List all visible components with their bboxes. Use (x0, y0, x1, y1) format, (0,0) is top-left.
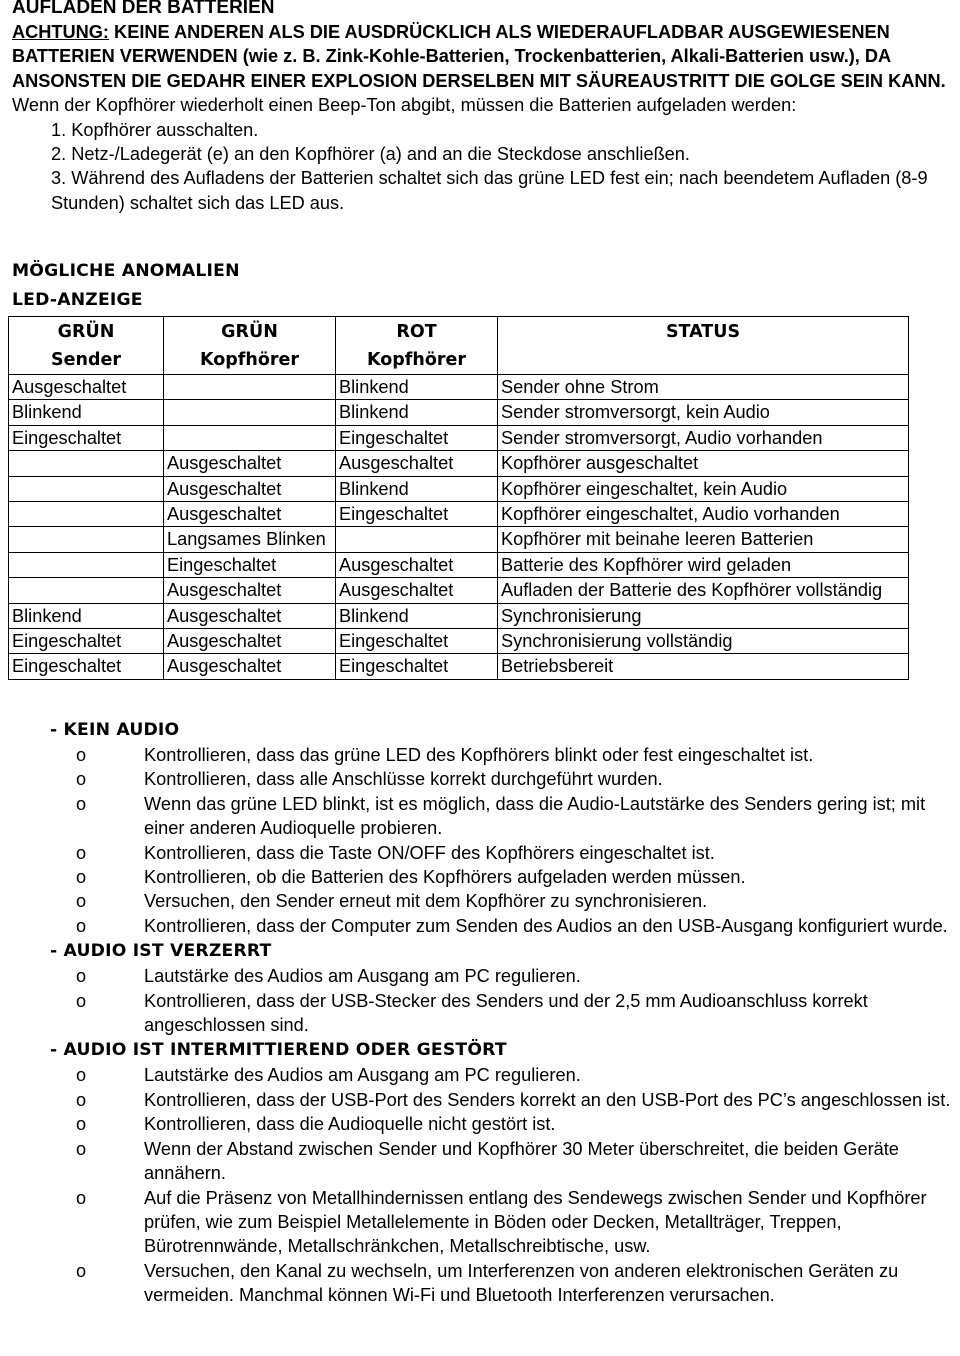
list-item (50, 1112, 956, 1136)
table-cell: Ausgeschaltet (164, 451, 336, 476)
table-cell: Eingeschaltet (164, 552, 336, 577)
list-item (50, 889, 956, 913)
troubleshooting-heading: - AUDIO IST VERZERRT (50, 941, 272, 962)
table-cell: Synchronisierung (498, 603, 909, 628)
table-cell: Blinkend (336, 400, 498, 425)
led-display-heading: LED-ANZEIGE (12, 290, 143, 310)
charging-step-2: 2. Netz-/Ladegerät (e) an den Kopfhörer (a) and an die Steckdose anschließen. (51, 144, 690, 165)
table-cell: Eingeschaltet (9, 425, 164, 450)
table-cell: Ausgeschaltet (336, 451, 498, 476)
charging-section (12, 0, 952, 215)
list-item (50, 1186, 956, 1259)
table-cell: Eingeschaltet (336, 502, 498, 527)
list-item-text: Versuchen, den Kanal zu wechseln, um Interferenzen von anderen elektronischen Geräten zu vermeiden. Manchmal können Wi-Fi und Bluetooth Interferenzen verursachen. (144, 1260, 899, 1306)
table-cell: Eingeschaltet (336, 425, 498, 450)
table-row (9, 502, 909, 527)
bullet-icon: o (76, 769, 87, 790)
table-cell (164, 400, 336, 425)
list-item (50, 914, 956, 938)
bullet-icon: o (76, 915, 87, 936)
bullet-icon: o (76, 1114, 87, 1135)
table-cell: Blinkend (9, 400, 164, 425)
list-item (50, 792, 956, 841)
warning-text: KEINE ANDEREN ALS DIE AUSDRÜCKLICH ALS WIEDERAUFLADBAR AUSGEWIESENEN BATTERIEN VERWENDEN (wie z. B. Zink-Kohle-Batterien, Trockenbatterien, Alkali-Batterien usw.), DA ANSONSTEN DIE GEDAHR EINER EXPLOSION DERSELBEN MIT SÄUREAUSTRITT DIE GOLGE SEIN KANN. (12, 22, 946, 91)
list-item-text: Kontrollieren, dass alle Anschlüsse korrekt durchgeführt wurden. (144, 769, 663, 790)
charging-title: AUFLADEN DER BATTERIEN (12, 0, 275, 18)
header-green-headset: GRÜN Kopfhörer (164, 317, 336, 375)
list-item-text: Kontrollieren, dass die Audioquelle nicht gestört ist. (144, 1114, 556, 1135)
list-item-text: Kontrollieren, ob die Batterien des Kopfhörers aufgeladen werden müssen. (144, 867, 746, 888)
table-cell: Batterie des Kopfhörer wird geladen (498, 552, 909, 577)
list-item (50, 1259, 956, 1308)
table-row (9, 476, 909, 501)
table-header-row (9, 317, 909, 375)
charging-intro: Wenn der Kopfhörer wiederholt einen Beep-Ton abgibt, müssen die Batterien aufgeladen werden: (12, 95, 797, 116)
table-cell: Ausgeschaltet (164, 476, 336, 501)
table-cell (164, 375, 336, 400)
table-cell: Eingeschaltet (336, 654, 498, 679)
table-cell: Blinkend (336, 603, 498, 628)
bullet-icon: o (76, 1138, 87, 1159)
table-row (9, 451, 909, 476)
header-status: STATUS (498, 317, 909, 375)
table-cell: Ausgeschaltet (9, 375, 164, 400)
table-cell: Ausgeschaltet (164, 502, 336, 527)
table-cell: Betriebsbereit (498, 654, 909, 679)
table-cell (9, 552, 164, 577)
table-cell: Sender ohne Strom (498, 375, 909, 400)
table-cell: Eingeschaltet (9, 654, 164, 679)
bullet-icon: o (76, 966, 87, 987)
table-row (9, 603, 909, 628)
table-cell: Ausgeschaltet (164, 603, 336, 628)
list-item (50, 1088, 956, 1112)
list-item (50, 1063, 956, 1087)
list-item-text: Versuchen, den Sender erneut mit dem Kopfhörer zu synchronisieren. (144, 891, 708, 912)
bullet-icon: o (76, 1187, 87, 1208)
bullet-icon: o (76, 842, 87, 863)
header-red-headset: ROT Kopfhörer (336, 317, 498, 375)
table-row (9, 578, 909, 603)
list-item-text: Kontrollieren, dass die Taste ON/OFF des Kopfhörers eingeschaltet ist. (144, 842, 715, 863)
troubleshooting-section (50, 938, 956, 1037)
list-item-text: Wenn der Abstand zwischen Sender und Kopfhörer 30 Meter überschreitet, die beiden Geräte annähern. (144, 1138, 899, 1184)
table-cell (9, 451, 164, 476)
charging-warning (12, 20, 952, 93)
list-item-text: Kontrollieren, dass der USB-Port des Senders korrekt an den USB-Port des PC’s angeschlossen ist. (144, 1089, 951, 1110)
bullet-icon: o (76, 867, 87, 888)
table-row (9, 400, 909, 425)
troubleshooting-heading: - AUDIO IST INTERMITTIEREND ODER GESTÖRT (50, 1040, 507, 1061)
list-item (50, 964, 956, 988)
list-item-text: Kontrollieren, dass das grüne LED des Kopfhörers blinkt oder fest eingeschaltet ist. (144, 745, 814, 765)
bullet-icon: o (76, 745, 87, 765)
troubleshooting-sections (50, 717, 956, 1308)
table-cell: Eingeschaltet (336, 629, 498, 654)
bullet-icon: o (76, 1089, 87, 1110)
table-cell (9, 527, 164, 552)
table-cell: Sender stromversorgt, kein Audio (498, 400, 909, 425)
table-row (9, 527, 909, 552)
led-status-table (8, 316, 909, 680)
table-cell (336, 527, 498, 552)
table-cell: Ausgeschaltet (336, 552, 498, 577)
table-cell (164, 425, 336, 450)
table-cell: Synchronisierung vollständig (498, 629, 909, 654)
table-cell: Sender stromversorgt, Audio vorhanden (498, 425, 909, 450)
list-item (50, 743, 956, 767)
table-row (9, 425, 909, 450)
bullet-icon: o (76, 1260, 87, 1281)
table-row (9, 654, 909, 679)
table-cell (9, 578, 164, 603)
table-cell: Ausgeschaltet (164, 578, 336, 603)
table-cell: Ausgeschaltet (164, 629, 336, 654)
list-item-text: Auf die Präsenz von Metallhindernissen entlang des Sendewegs zwischen Sender und Kopfhörer prüfen, wie zum Beispiel Metallelemente in Böden oder Decken, Metallträger, Treppen, Bürotrennwände, Metallschränkchen, Metallschreibtische, usw. (144, 1187, 927, 1257)
table-cell: Kopfhörer mit beinahe leeren Batterien (498, 527, 909, 552)
troubleshooting-heading: - KEIN AUDIO (50, 720, 180, 740)
warning-label: ACHTUNG: (12, 22, 109, 42)
table-row (9, 375, 909, 400)
list-item-text: Kontrollieren, dass der Computer zum Senden des Audios an den USB-Ausgang konfiguriert wurde. (144, 915, 948, 936)
table-cell: Blinkend (9, 603, 164, 628)
list-item (50, 865, 956, 889)
table-cell: Ausgeschaltet (336, 578, 498, 603)
table-cell (9, 476, 164, 501)
anomalies-title: MÖGLICHE ANOMALIEN (12, 261, 240, 281)
troubleshooting-section (50, 1037, 956, 1307)
table-cell: Blinkend (336, 375, 498, 400)
table-cell: Kopfhörer eingeschaltet, kein Audio (498, 476, 909, 501)
table-cell: Blinkend (336, 476, 498, 501)
table-cell: Kopfhörer eingeschaltet, Audio vorhanden (498, 502, 909, 527)
table-cell: Langsames Blinken (164, 527, 336, 552)
list-item (50, 1137, 956, 1186)
troubleshooting-section (50, 717, 956, 938)
list-item-text: Lautstärke des Audios am Ausgang am PC regulieren. (144, 1065, 581, 1086)
header-green-sender: GRÜN Sender (9, 317, 164, 375)
charging-step-3: 3. Während des Aufladens der Batterien schaltet sich das grüne LED fest ein; nach beendetem Aufladen (8-9 Stunden) schaltet sich das LED aus. (51, 168, 928, 213)
table-cell: Kopfhörer ausgeschaltet (498, 451, 909, 476)
bullet-icon: o (76, 793, 87, 814)
list-item (50, 841, 956, 865)
bullet-icon: o (76, 1065, 87, 1086)
table-row (9, 552, 909, 577)
list-item-text: Lautstärke des Audios am Ausgang am PC regulieren. (144, 966, 581, 987)
bullet-icon: o (76, 990, 87, 1011)
table-row (9, 629, 909, 654)
charging-step-1: 1. Kopfhörer ausschalten. (51, 119, 259, 140)
list-item-text: Kontrollieren, dass der USB-Stecker des Senders und der 2,5 mm Audioanschluss korrekt angeschlossen sind. (144, 990, 868, 1036)
list-item (50, 767, 956, 791)
table-cell (9, 502, 164, 527)
list-item-text: Wenn das grüne LED blinkt, ist es möglich, dass die Audio-Lautstärke des Senders gering ist; mit einer anderen Audioquelle probieren. (144, 793, 926, 839)
list-item (50, 989, 956, 1038)
table-cell: Aufladen der Batterie des Kopfhörer vollständig (498, 578, 909, 603)
bullet-icon: o (76, 891, 87, 912)
table-cell: Eingeschaltet (9, 629, 164, 654)
table-cell: Ausgeschaltet (164, 654, 336, 679)
